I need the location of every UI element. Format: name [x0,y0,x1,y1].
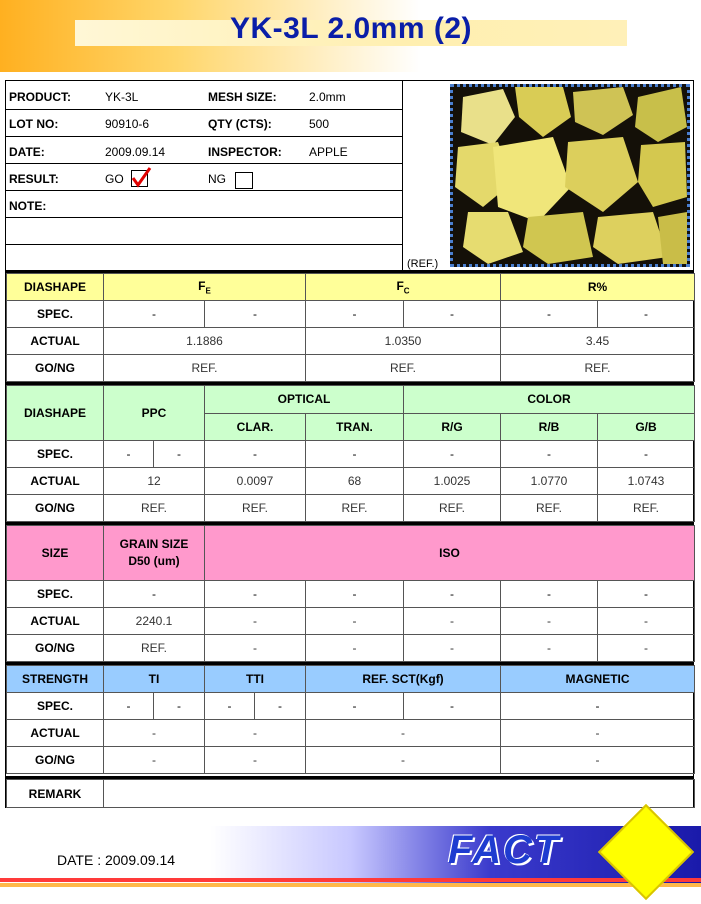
info-rule [6,163,402,164]
diashape-fe-fc-table [6,273,695,382]
remark-table [6,779,695,808]
gong-cell: REF. [306,355,501,382]
go-checkbox[interactable] [131,170,148,187]
tran-actual: 68 [306,468,404,495]
strength-header: STRENGTH [7,666,104,693]
mesh-size-label: MESH SIZE: [208,90,277,104]
spec-label: SPEC. [7,301,104,328]
crystals-image [453,87,687,264]
size-header: SIZE [7,526,104,581]
clar-actual: 0.0097 [205,468,306,495]
spec-cell: - [205,693,255,720]
fact-logo: FACT [448,828,561,872]
diamond-sample-photo [450,84,690,267]
spec-cell: - [598,581,695,608]
rb-actual: 1.0770 [501,468,598,495]
iso-actual: - [205,608,306,635]
date-label: DATE: [9,145,45,159]
tti-header: TTI [205,666,306,693]
gong-cell: REF. [501,495,598,522]
fe-header: $F_E$ [104,274,306,301]
product-label: PRODUCT: [9,90,71,104]
optical-header: OPTICAL [205,386,404,414]
gong-cell: - [598,635,695,662]
gong-cell: REF. [598,495,695,522]
iso-actual: - [501,608,598,635]
ti-actual: - [104,720,205,747]
gong-cell: REF. [501,355,695,382]
color-header: COLOR [404,386,695,414]
spec-cell: - [154,441,205,468]
rg-header: R/G [404,413,501,441]
go-label: GO [105,172,124,186]
spec-cell: - [598,301,695,328]
spec-cell: - [306,693,404,720]
fe-actual: 1.1886 [104,328,306,355]
footer-stripe [0,883,701,887]
gong-label: GO/NG [7,747,104,774]
spec-label: SPEC. [7,581,104,608]
ng-label: NG [208,172,226,186]
actual-label: ACTUAL [7,720,104,747]
inspector-value: APPLE [309,145,348,159]
grain-size-header: GRAIN SIZE D50 (um) [104,526,205,581]
gong-label: GO/NG [7,635,104,662]
actual-label: ACTUAL [7,468,104,495]
iso-header: ISO [205,526,695,581]
spec-cell: - [404,441,501,468]
spec-cell: - [404,693,501,720]
gong-cell: - [404,635,501,662]
spec-cell: - [205,301,306,328]
gb-header: G/B [598,413,695,441]
ppc-header: PPC [104,386,205,441]
gong-cell: - [501,747,695,774]
spec-cell: - [306,441,404,468]
spec-cell: - [255,693,306,720]
strength-table [6,665,695,774]
r-percent-header: R% [501,274,695,301]
mesh-size-value: 2.0mm [309,90,346,104]
remark-label: REMARK [7,780,104,808]
gong-cell: - [205,747,306,774]
spec-cell: - [598,441,695,468]
spec-cell: - [501,693,695,720]
spec-cell: - [104,693,154,720]
gong-cell: - [501,635,598,662]
lot-no-label: LOT NO: [9,117,59,131]
ppc-actual: 12 [104,468,205,495]
ref-caption: (REF.) [407,258,439,270]
diashape-header: DIASHAPE [7,386,104,441]
spec-cell: - [154,693,205,720]
info-rule [6,136,402,137]
clar-header: CLAR. [205,413,306,441]
info-rule [6,109,402,110]
ti-header: TI [104,666,205,693]
spec-cell: - [306,581,404,608]
spec-cell: - [104,441,154,468]
date-value: 2009.09.14 [105,145,166,159]
spec-cell: - [501,441,598,468]
qty-label: QTY (CTS): [208,117,272,131]
sct-header: REF. SCT(Kgf) [306,666,501,693]
gong-cell: - [205,635,306,662]
info-rule [6,190,402,191]
gong-cell: - [306,747,501,774]
remark-value [104,780,695,808]
spec-label: SPEC. [7,441,104,468]
qty-value: 500 [309,117,330,131]
sct-actual: - [306,720,501,747]
info-divider [402,81,403,271]
info-rule [6,244,402,245]
gong-label: GO/NG [7,355,104,382]
grain-size-actual: 2240.1 [104,608,205,635]
lot-no-value: 90910-6 [105,117,150,131]
footer-date: DATE : 2009.09.14 [57,852,176,868]
size-table [6,525,695,662]
spec-cell: - [104,301,205,328]
magnetic-actual: - [501,720,695,747]
gong-cell: REF. [104,635,205,662]
spec-cell: - [501,301,598,328]
info-rule [6,217,402,218]
gb-actual: 1.0743 [598,468,695,495]
fc-header: $F_C$ [306,274,501,301]
diashape-optical-color-table [6,385,695,522]
fc-actual: 1.0350 [306,328,501,355]
gong-cell: REF. [104,355,306,382]
page-title: YK-3L 2.0mm (2) [229,12,473,45]
magnetic-header: MAGNETIC [501,666,695,693]
gong-cell: REF. [104,495,205,522]
gong-cell: REF. [306,495,404,522]
gong-cell: REF. [404,495,501,522]
spec-cell: - [205,581,306,608]
inspector-label: INSPECTOR: [208,145,282,159]
rb-header: R/B [501,413,598,441]
spec-cell: - [306,301,404,328]
gong-label: GO/NG [7,495,104,522]
checkmark-icon [130,166,154,188]
spec-cell: - [205,441,306,468]
note-label: NOTE: [9,199,47,213]
tran-header: TRAN. [306,413,404,441]
actual-label: ACTUAL [7,328,104,355]
product-value: YK-3L [105,90,139,104]
ng-checkbox[interactable] [235,172,253,189]
tti-actual: - [205,720,306,747]
gong-cell: - [306,635,404,662]
diashape-header: DIASHAPE [7,274,104,301]
result-label: RESULT: [9,172,59,186]
footer-stripe [0,878,701,882]
spec-cell: - [501,581,598,608]
iso-actual: - [598,608,695,635]
rg-actual: 1.0025 [404,468,501,495]
spec-cell: - [404,301,501,328]
gong-cell: - [104,747,205,774]
iso-actual: - [306,608,404,635]
gong-cell: REF. [205,495,306,522]
spec-cell: - [104,581,205,608]
spec-cell: - [404,581,501,608]
actual-label: ACTUAL [7,608,104,635]
spec-label: SPEC. [7,693,104,720]
r-actual: 3.45 [501,328,695,355]
iso-actual: - [404,608,501,635]
